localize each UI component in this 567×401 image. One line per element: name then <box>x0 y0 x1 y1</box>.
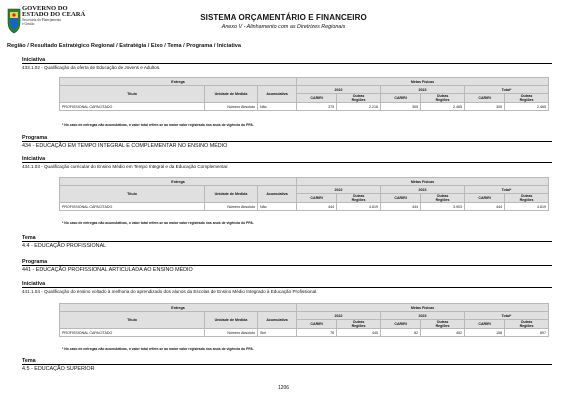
year-2022-header: 2022 <box>297 186 381 194</box>
logo-line-1: GOVERNO DO <box>22 5 68 12</box>
year-2023-header: 2023 <box>380 86 464 94</box>
iniciativa-label: Iniciativa <box>22 156 46 162</box>
cell-acumulativa: Sim <box>258 329 297 337</box>
unidade-header: Unidade de Medida <box>205 186 258 203</box>
titulo-header: Título <box>60 186 205 203</box>
tema-title: 4.5 - EDUCAÇÃO SUPERIOR <box>22 364 552 372</box>
cariri-header: CARIRI <box>464 194 504 203</box>
cariri-header: CARIRI <box>380 194 420 203</box>
outras-header: Outras Regiões <box>421 194 465 203</box>
titulo-header: Título <box>60 86 205 103</box>
cell-value: 452 <box>421 329 465 337</box>
cell-value: 82 <box>380 329 420 337</box>
page-subtitle: Anexo V - Alinhamento com as Diretrizes Regionais <box>221 24 346 30</box>
cell-value: 4.619 <box>505 203 549 211</box>
tema-block-45 <box>22 358 552 372</box>
outras-header: Outras Regiões <box>421 320 465 329</box>
cell-titulo: PROFISSIONAL CAPACITADO <box>60 203 205 211</box>
year-2023-header: 2023 <box>380 312 464 320</box>
programa-label: Programa <box>22 135 48 141</box>
logo-line-3: Secretaria do Planejamento <box>22 18 62 22</box>
cariri-header: CARIRI <box>464 320 504 329</box>
table-footnote: * No caso de entregas não acumulativas, o valor total refere-se ao maior valor registrado nos anos de vigência do PPA. <box>62 221 254 225</box>
iniciativa-block-3 <box>22 281 552 294</box>
unidade-header: Unidade de Medida <box>205 86 258 103</box>
cell-value: 76 <box>297 329 337 337</box>
cell-value: 445 <box>337 329 381 337</box>
cariri-header: CARIRI <box>380 320 420 329</box>
tema-title: 4.4 - EDUCAÇÃO PROFISSIONAL <box>22 241 552 249</box>
programa-title: 434 - EDUCAÇÃO EM TEMPO INTEGRAL E COMPLEMENTAR NO ENSINO MÉDIO <box>22 141 552 149</box>
cell-value: 444 <box>380 203 420 211</box>
outras-header: Outras Regiões <box>337 94 381 103</box>
page-title: SISTEMA ORÇAMENTÁRIO E FINANCEIRO <box>200 13 367 22</box>
iniciativa-label: Iniciativa <box>22 57 46 63</box>
metas-header: Metas Físicas <box>297 178 549 186</box>
logo-line-4: e Gestão <box>22 22 35 26</box>
table-row <box>60 103 549 111</box>
cariri-header: CARIRI <box>297 94 337 103</box>
outras-header: Outras Regiões <box>421 94 465 103</box>
cell-unidade: Número Absoluto <box>205 329 258 337</box>
logo-line-2: ESTADO DO CEARÁ <box>22 11 86 18</box>
cell-value: 158 <box>464 329 504 337</box>
total-header: Total* <box>464 86 548 94</box>
iniciativa-label: Iniciativa <box>22 281 46 287</box>
cariri-header: CARIRI <box>297 320 337 329</box>
cariri-header: CARIRI <box>380 94 420 103</box>
table-row <box>60 203 549 211</box>
entregas-table-3 <box>59 303 549 337</box>
total-header: Total* <box>464 186 548 194</box>
titulo-header: Título <box>60 312 205 329</box>
outras-header: Outras Regiões <box>505 320 549 329</box>
cariri-header: CARIRI <box>297 194 337 203</box>
outras-header: Outras Regiões <box>505 194 549 203</box>
entrega-header: Entrega <box>60 304 297 312</box>
outras-header: Outras Regiões <box>337 194 381 203</box>
year-2022-header: 2022 <box>297 86 381 94</box>
entrega-header: Entrega <box>60 178 297 186</box>
table-footnote: * No caso de entregas não acumulativas, o valor total refere-se ao maior valor registrado nos anos de vigência do PPA. <box>62 347 254 351</box>
programa-label: Programa <box>22 259 48 265</box>
cell-unidade: Número Absoluto <box>205 103 258 111</box>
page-number: 1206 <box>277 385 290 391</box>
tema-label: Tema <box>22 235 36 241</box>
cell-value: 444 <box>297 203 337 211</box>
cariri-header: CARIRI <box>464 94 504 103</box>
entrega-header: Entrega <box>60 78 297 86</box>
metas-header: Metas Físicas <box>297 304 549 312</box>
iniciativa-title: 441.1.04 - Qualificação do ensino voltado à melhoria do aprendizado dos alunos da Escolas de Ensino Médio Integrado à Educação Profissional. <box>22 287 552 294</box>
iniciativa-title: 434.1.03 - Qualificação curricular do Ensino Médio em Tempo Integral e da Educação Complementar. <box>22 162 552 169</box>
iniciativa-title: 433.1.02 - Qualificação da oferta de Educação de Jovens e Adultos. <box>22 63 552 70</box>
entregas-table-2 <box>59 177 549 211</box>
iniciativa-block-1 <box>22 57 552 70</box>
cell-value: 305 <box>380 103 420 111</box>
cell-value: 2.465 <box>505 103 549 111</box>
page-header <box>0 0 567 40</box>
hierarchy-path: Região / Resultado Estratégico Regional / Estratégia / Eixo / Tema / Programa / Iniciativa <box>7 43 241 49</box>
entregas-table-1 <box>59 77 549 111</box>
outras-header: Outras Regiões <box>337 320 381 329</box>
cell-value: 305 <box>464 103 504 111</box>
cell-acumulativa: Não <box>258 103 297 111</box>
cell-value: 3.903 <box>421 203 465 211</box>
cell-acumulativa: Não <box>258 203 297 211</box>
unidade-header: Unidade de Medida <box>205 312 258 329</box>
total-header: Total* <box>464 312 548 320</box>
tema-block-44 <box>22 235 552 249</box>
cell-value: 375 <box>297 103 337 111</box>
year-2023-header: 2023 <box>380 186 464 194</box>
tema-label: Tema <box>22 358 36 364</box>
programa-block-441 <box>22 259 552 273</box>
cell-titulo: PROFISSIONAL CAPACITADO <box>60 329 205 337</box>
table-row <box>60 329 549 337</box>
acumulativa-header: Acumulativa <box>258 312 297 329</box>
cell-value: 897 <box>505 329 549 337</box>
programa-block-434 <box>22 135 552 149</box>
cell-value: 2.218 <box>337 103 381 111</box>
cell-unidade: Número Absoluto <box>205 203 258 211</box>
year-2022-header: 2022 <box>297 312 381 320</box>
metas-header: Metas Físicas <box>297 78 549 86</box>
cell-value: 444 <box>464 203 504 211</box>
iniciativa-block-2 <box>22 156 552 169</box>
programa-title: 441 - EDUCAÇÃO PROFISSIONAL ARTICULADA AO ENSINO MÉDIO <box>22 265 552 273</box>
table-footnote: * No caso de entregas não acumulativas, o valor total refere-se ao maior valor registrado nos anos de vigência do PPA. <box>62 123 254 127</box>
acumulativa-header: Acumulativa <box>258 86 297 103</box>
cell-titulo: PROFISSIONAL CAPACITADO <box>60 103 205 111</box>
cell-value: 2.465 <box>421 103 465 111</box>
acumulativa-header: Acumulativa <box>258 186 297 203</box>
outras-header: Outras Regiões <box>505 94 549 103</box>
cell-value: 4.619 <box>337 203 381 211</box>
